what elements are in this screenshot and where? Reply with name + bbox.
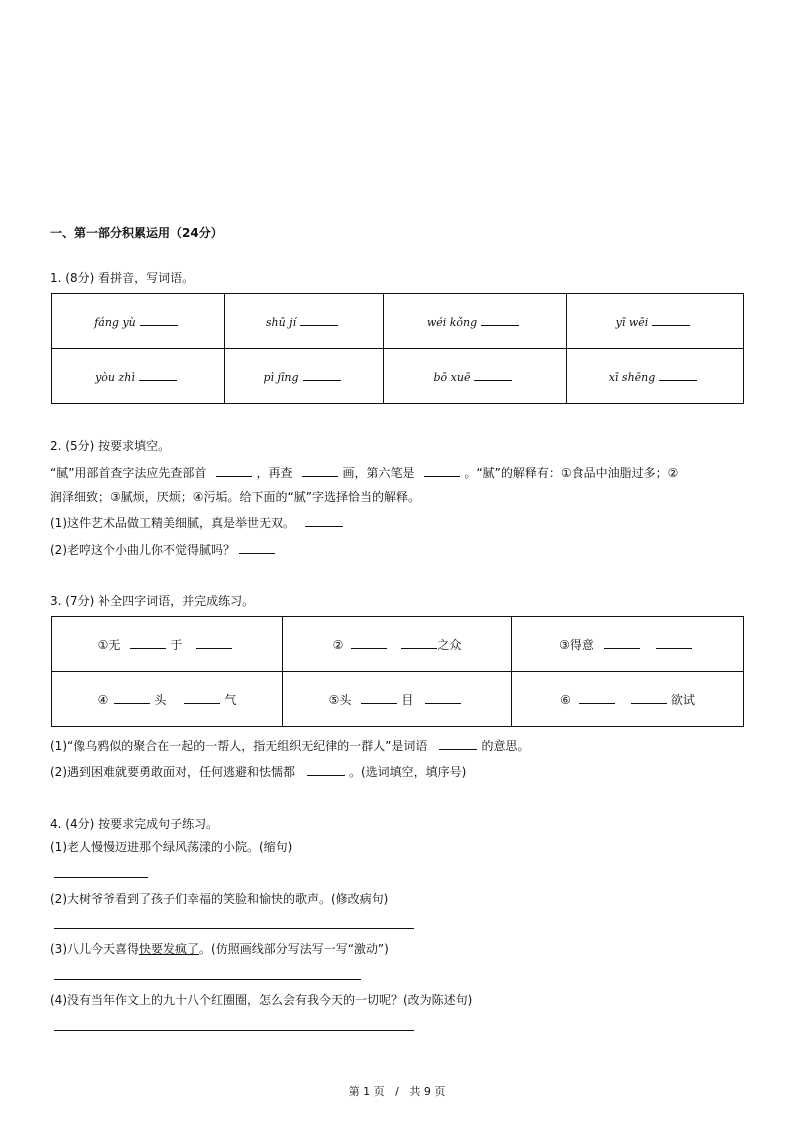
- q3-text: 之众: [437, 637, 462, 652]
- q1-cell: [225, 349, 384, 404]
- answer-blank[interactable]: [303, 368, 341, 381]
- answer-blank[interactable]: [196, 636, 232, 649]
- q3-text: 目: [401, 692, 414, 707]
- q3-sub2-text: (2)遇到困难就要勇敢面对，任何逃避和怯懦都: [50, 765, 295, 779]
- pinyin-text: yī wēi: [615, 316, 649, 329]
- answer-blank[interactable]: [439, 737, 477, 750]
- q1-cell: [384, 349, 567, 404]
- q2-line2: 润泽细致；③腻烦，厌烦；④污垢。给下面的“腻”字选择恰当的解释。: [50, 490, 420, 504]
- q2-text: ，再查: [256, 466, 293, 480]
- q4-stem: 4. (4分) 按要求完成句子练习。: [50, 817, 219, 831]
- q1-cell: [52, 294, 225, 349]
- answer-blank[interactable]: [239, 541, 275, 554]
- q2-sub2-text: (2)老哼这个小曲儿你不觉得腻吗？: [50, 543, 235, 557]
- pinyin-text: xī shēng: [608, 371, 656, 384]
- answer-blank[interactable]: [659, 368, 697, 381]
- answer-blank[interactable]: [361, 691, 397, 704]
- q2-sub2: [50, 541, 279, 558]
- underlined-phrase: 快要发疯了: [139, 942, 200, 956]
- q3-text: ③得意: [559, 637, 594, 652]
- answer-blank[interactable]: [300, 313, 338, 326]
- pinyin-text: shū jí: [265, 316, 297, 329]
- section-title: 一、第一部分积累运用（24分）: [50, 226, 223, 240]
- q3-sub2: [50, 763, 466, 780]
- q2-stem: 2. (5分) 按要求填空。: [50, 439, 171, 453]
- q4-sub1: (1)老人慢慢迈进那个绿风荡漾的小院。(缩句): [50, 840, 293, 854]
- q2-text: 画，第六笔是: [342, 466, 415, 480]
- answer-blank[interactable]: [631, 691, 667, 704]
- pinyin-text: fáng yù: [94, 316, 136, 329]
- answer-line[interactable]: [54, 877, 148, 878]
- q3-cell: [283, 617, 512, 672]
- q3-text: ②: [332, 637, 344, 652]
- q2-sub1-text: (1)这件艺术品做工精美细腻，真是举世无双。: [50, 516, 295, 530]
- q3-text: 于: [170, 637, 183, 652]
- q2-sub1: [50, 514, 347, 531]
- answer-blank[interactable]: [424, 464, 460, 477]
- answer-blank[interactable]: [474, 368, 512, 381]
- q4-sub3-text: 。(仿照画线部分写法写一写“激动”): [199, 942, 389, 956]
- q1-cell: [567, 294, 744, 349]
- q1-cell: [225, 294, 384, 349]
- q4-sub3-text: (3)八儿今天喜得: [50, 942, 139, 956]
- q3-sub1: [50, 737, 529, 754]
- answer-blank[interactable]: [401, 636, 437, 649]
- answer-blank[interactable]: [579, 691, 615, 704]
- q3-cell: [52, 672, 283, 727]
- q1-cell: [567, 349, 744, 404]
- page-footer: 第 1 页 / 共 9 页: [348, 1085, 446, 1098]
- q3-text: 欲试: [670, 692, 695, 707]
- answer-line[interactable]: [54, 979, 361, 980]
- answer-blank[interactable]: [114, 691, 150, 704]
- answer-blank[interactable]: [302, 464, 338, 477]
- q3-sub1-text: 的意思。: [481, 739, 530, 753]
- answer-blank[interactable]: [140, 313, 178, 326]
- q4-sub4: (4)没有当年作文上的九十八个红圈圈，怎么会有我今天的一切呢？(改为陈述句): [50, 993, 473, 1007]
- q3-text: 气: [224, 692, 237, 707]
- answer-blank[interactable]: [139, 368, 177, 381]
- answer-blank[interactable]: [656, 636, 692, 649]
- q3-text: 头: [154, 692, 167, 707]
- answer-blank[interactable]: [307, 763, 345, 776]
- answer-blank[interactable]: [305, 514, 343, 527]
- pinyin-text: pì jīng: [263, 371, 299, 384]
- q3-cell: [283, 672, 512, 727]
- q3-text: ①无: [97, 637, 121, 652]
- answer-blank[interactable]: [604, 636, 640, 649]
- answer-line[interactable]: [54, 1030, 414, 1031]
- q3-text: ④: [97, 692, 109, 707]
- answer-blank[interactable]: [351, 636, 387, 649]
- pinyin-text: wéi kǒng: [426, 316, 478, 329]
- answer-line[interactable]: [54, 928, 414, 929]
- q1-pinyin-table: [51, 293, 744, 404]
- q3-stem: 3. (7分) 补全四字词语，并完成练习。: [50, 594, 255, 608]
- answer-blank[interactable]: [184, 691, 220, 704]
- q2-text: 。“腻”的解释有：①食品中油脂过多；②: [464, 466, 679, 480]
- q3-cell: [52, 617, 283, 672]
- answer-blank[interactable]: [425, 691, 461, 704]
- q3-cell: [512, 672, 744, 727]
- answer-blank[interactable]: [216, 464, 252, 477]
- pinyin-text: yòu zhì: [95, 371, 135, 384]
- q3-text: ⑥: [560, 692, 571, 707]
- q1-cell: [52, 349, 225, 404]
- q3-text: ⑤头: [328, 692, 352, 707]
- q4-sub2: (2)大树爷爷看到了孩子们幸福的笑脸和愉快的歌声。(修改病句): [50, 892, 389, 906]
- q3-sub1-text: (1)“像乌鸦似的聚合在一起的一帮人，指无组织无纪律的一群人”是词语: [50, 739, 428, 753]
- q1-cell: [384, 294, 567, 349]
- pinyin-text: bō xuē: [433, 371, 471, 384]
- answer-blank[interactable]: [481, 313, 519, 326]
- answer-blank[interactable]: [130, 636, 166, 649]
- q1-stem: 1. (8分) 看拼音，写词语。: [50, 271, 195, 285]
- q4-sub3: [50, 940, 389, 957]
- q2-line1: [50, 464, 678, 481]
- q3-idiom-table: [51, 616, 744, 727]
- answer-blank[interactable]: [652, 313, 690, 326]
- q3-cell: [512, 617, 744, 672]
- q2-text: “腻”用部首查字法应先查部首: [50, 466, 207, 480]
- q3-sub2-text: 。(选词填空，填序号): [349, 765, 467, 779]
